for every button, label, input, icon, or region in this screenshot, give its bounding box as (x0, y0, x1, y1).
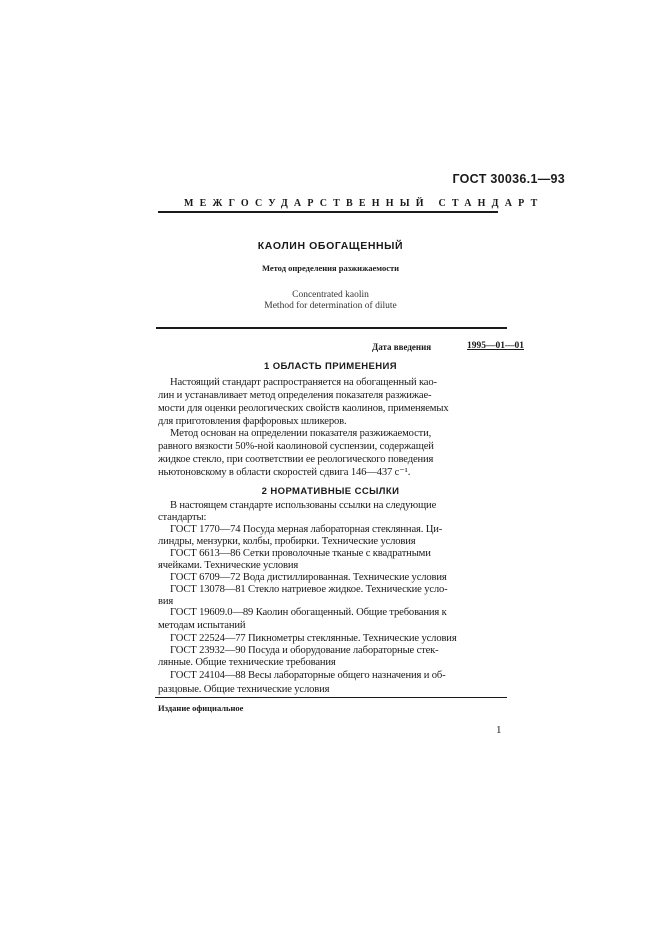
section-2-line: лянные. Общие технические требования (158, 657, 336, 668)
section-2-line: ГОСТ 6709—72 Вода дистиллированная. Технические условия (170, 572, 447, 583)
section-1-line: мости для оценки реологических свойств каолинов, применяемых (158, 403, 449, 414)
section-1-line: лин и устанавливает метод определения показателя разжижае- (158, 390, 432, 401)
section-2-line: ячейками. Технические условия (158, 560, 299, 571)
section-2-line: ГОСТ 19609.0—89 Каолин обогащенный. Общие требования к (170, 607, 447, 618)
section-2-line: ГОСТ 22524—77 Пикнометры стеклянные. Технические условия (170, 633, 457, 644)
section-1-heading: 1 ОБЛАСТЬ ПРИМЕНЕНИЯ (263, 361, 398, 372)
section-1-line: равного вязкости 50%-ной каолиновой суспензии, содержащей (158, 441, 434, 452)
banner-rule (158, 211, 498, 213)
section-2-line: линдры, мензурки, колбы, пробирки. Технические условия (158, 536, 416, 547)
section-2-line: В настоящем стандарте использованы ссылки на следующие (170, 500, 437, 511)
section-2-line: ГОСТ 24104—88 Весы лабораторные общего назначения и об- (170, 670, 446, 681)
page-number: 1 (496, 724, 502, 736)
title-rule (156, 327, 507, 329)
section-2-line: ГОСТ 6613—86 Сетки проволочные тканые с квадратными (170, 548, 431, 559)
standard-banner: МЕЖГОСУДАРСТВЕННЫЙ СТАНДАРТ (184, 198, 544, 209)
section-2-heading: 2 НОРМАТИВНЫЕ ССЫЛКИ (261, 486, 400, 497)
english-subtitle: Method for determination of dilute (264, 301, 397, 311)
section-1-line: Метод основан на определении показателя разжижаемости, (170, 428, 432, 439)
document-title: КАОЛИН ОБОГАЩЕННЫЙ (257, 240, 404, 252)
intro-date-value: 1995—01—01 (467, 341, 524, 351)
section-2-line: вия (158, 596, 174, 607)
footer-rule (155, 697, 507, 698)
edition-label: Издание официальное (158, 703, 244, 713)
section-2-line: разцовые. Общие технические условия (158, 684, 330, 695)
section-2-line: ГОСТ 23932—90 Посуда и оборудование лабораторные стек- (170, 645, 439, 656)
section-2-line: стандарты: (158, 512, 207, 523)
document-subtitle: Метод определения разжижаемости (261, 263, 400, 273)
section-2-line: ГОСТ 1770—74 Посуда мерная лабораторная стеклянная. Ци- (170, 524, 443, 535)
english-title: Concentrated kaolin (292, 290, 369, 300)
section-1-line: ньютоновскому в области скоростей сдвига 146—437 с⁻¹. (158, 467, 411, 478)
section-1-line: жидкое стекло, при соответствии ее реологического поведения (158, 454, 434, 465)
section-2-line: методам испытаний (158, 620, 246, 631)
section-1-line: для приготовления фарфоровых шликеров. (158, 416, 347, 427)
section-1-line: Настоящий стандарт распространяется на обогащенный као- (170, 377, 437, 388)
intro-date-label: Дата введения (372, 342, 432, 352)
document-number: ГОСТ 30036.1—93 (452, 172, 565, 186)
section-2-line: ГОСТ 13078—81 Стекло натриевое жидкое. Технические усло- (170, 584, 448, 595)
